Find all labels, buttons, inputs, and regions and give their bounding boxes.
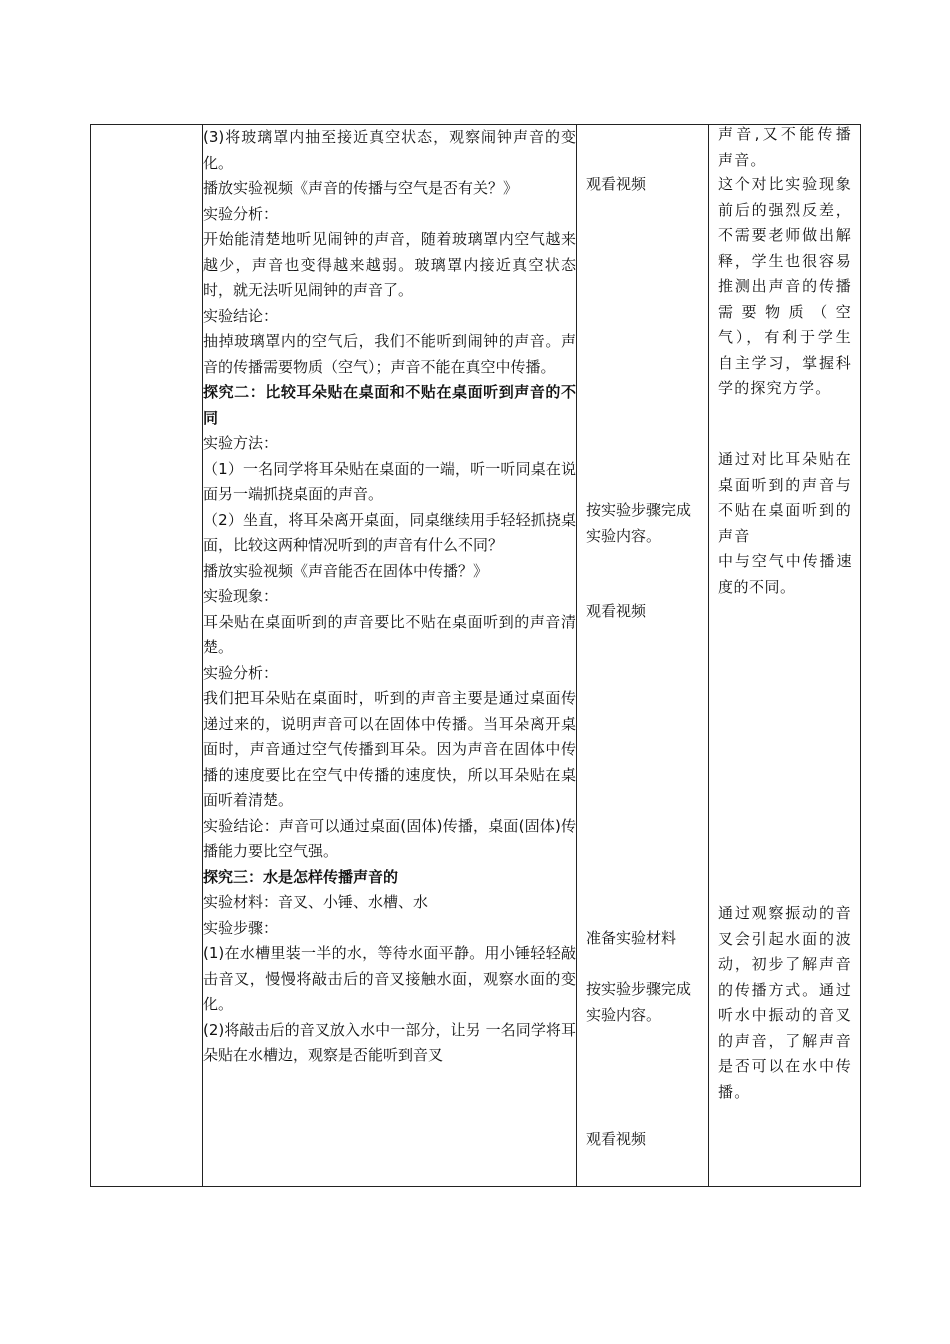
student-activity-text: 观看视频 bbox=[586, 1130, 647, 1148]
content-paragraph: 我们把耳朵贴在桌面时，听到的声音主要是通过桌面传递过来的，说明声音可以在固体中传播。当耳朵离开桌面时，声音通过空气传播到耳朵。因为声音在固体中传播的速度要比在空气中传播的速度快，所以耳朵贴在桌面听着清楚。 bbox=[203, 689, 576, 809]
design-intent-text: 声音,又不能传播声音。 bbox=[718, 125, 852, 169]
content-paragraph: 实验分析： bbox=[203, 204, 279, 223]
student-activity-cell bbox=[577, 125, 709, 1187]
content-paragraph: 实验分析： bbox=[203, 663, 279, 682]
design-intent-cell bbox=[709, 125, 861, 1187]
content-paragraph: 实验方法： bbox=[203, 434, 279, 452]
content-paragraph: 实验结论： bbox=[203, 306, 279, 325]
content-paragraph: （1）一名同学将耳朵贴在桌面的一端，听一听同桌在说面另一端抓挠桌面的声音。 bbox=[203, 459, 576, 503]
content-paragraph: 实验结论：声音可以通过桌面(固体)传播，桌面(固体)传播能力要比空气强。 bbox=[203, 816, 576, 860]
content-paragraph: 实验现象： bbox=[203, 587, 279, 605]
content-paragraph: 耳朵贴在桌面听到的声音要比不贴在桌面听到的声音清楚。 bbox=[203, 612, 576, 656]
inquiry-heading: 探究二：比较耳朵贴在桌面和不贴在桌面听到声音的不同 bbox=[203, 383, 576, 427]
design-intent-text: 中与空气中传播速度的不同。 bbox=[718, 552, 852, 596]
content-paragraph: (3)将玻璃罩内抽至接近真空状态，观察闹钟声音的变化。 bbox=[203, 128, 576, 172]
design-intent-text: 通过对比耳朵贴在桌面听到的声音与不贴在桌面听到的声音 bbox=[718, 450, 852, 545]
design-intent-text: 通过观察振动的音叉会引起水面的波动，初步了解声音的传播方式。通过听水中振动的音叉的声音，了解声音是否可以在水中传播。 bbox=[718, 904, 852, 1101]
content-paragraph: 播放实验视频《声音能否在固体中传播？》 bbox=[203, 561, 489, 580]
inquiry-heading: 探究三：水是怎样传播声音的 bbox=[203, 867, 399, 886]
content-paragraph: 实验材料：音叉、小锤、水槽、水 bbox=[203, 893, 429, 911]
student-activity-text: 按实验步骤完成实验内容。 bbox=[586, 501, 692, 545]
student-activity-text: 按实验步骤完成实验内容。 bbox=[586, 980, 692, 1024]
content-paragraph: (2)将敲击后的音叉放入水中一部分，让另 一名同学将耳朵贴在水槽边，观察是否能听到音叉 bbox=[203, 1020, 576, 1064]
content-paragraph: 抽掉玻璃罩内的空气后，我们不能听到闹钟的声音。声音的传播需要物质（空气）；声音不能在真空中传播。 bbox=[203, 332, 576, 376]
teaching-content-cell bbox=[203, 125, 577, 1187]
content-paragraph: （2）坐直，将耳朵离开桌面，同桌继续用手轻轻抓挠桌面，比较这两种情况听到的声音有什么不同？ bbox=[203, 510, 576, 554]
student-activity-text: 观看视频 bbox=[586, 175, 647, 193]
content-paragraph: 播放实验视频《声音的传播与空气是否有关？》 bbox=[203, 179, 519, 197]
content-paragraph: 开始能清楚地听见闹钟的声音，随着玻璃罩内空气越来越少，声音也变得越来越弱。玻璃罩内接近真空状态时，就无法听见闹钟的声音了。 bbox=[203, 230, 576, 299]
student-activity-text: 准备实验材料 bbox=[586, 929, 677, 947]
lesson-plan-table bbox=[90, 124, 861, 1187]
student-activity-text: 观看视频 bbox=[586, 602, 647, 620]
design-intent-text: 这个对比实验现象前后的强烈反差，不需要老师做出解释，学生也很容易推测出声音的传播需要物质（空气），有利于学生自主学习，掌握科学的探究方学。 bbox=[718, 175, 852, 397]
content-paragraph: 实验步骤： bbox=[203, 918, 279, 937]
section-cell bbox=[91, 125, 203, 1187]
content-paragraph: (1)在水槽里装一半的水，等待水面平静。用小锤轻轻敲击音叉，慢慢将敲击后的音叉接触水面，观察水面的变化。 bbox=[203, 944, 576, 1013]
